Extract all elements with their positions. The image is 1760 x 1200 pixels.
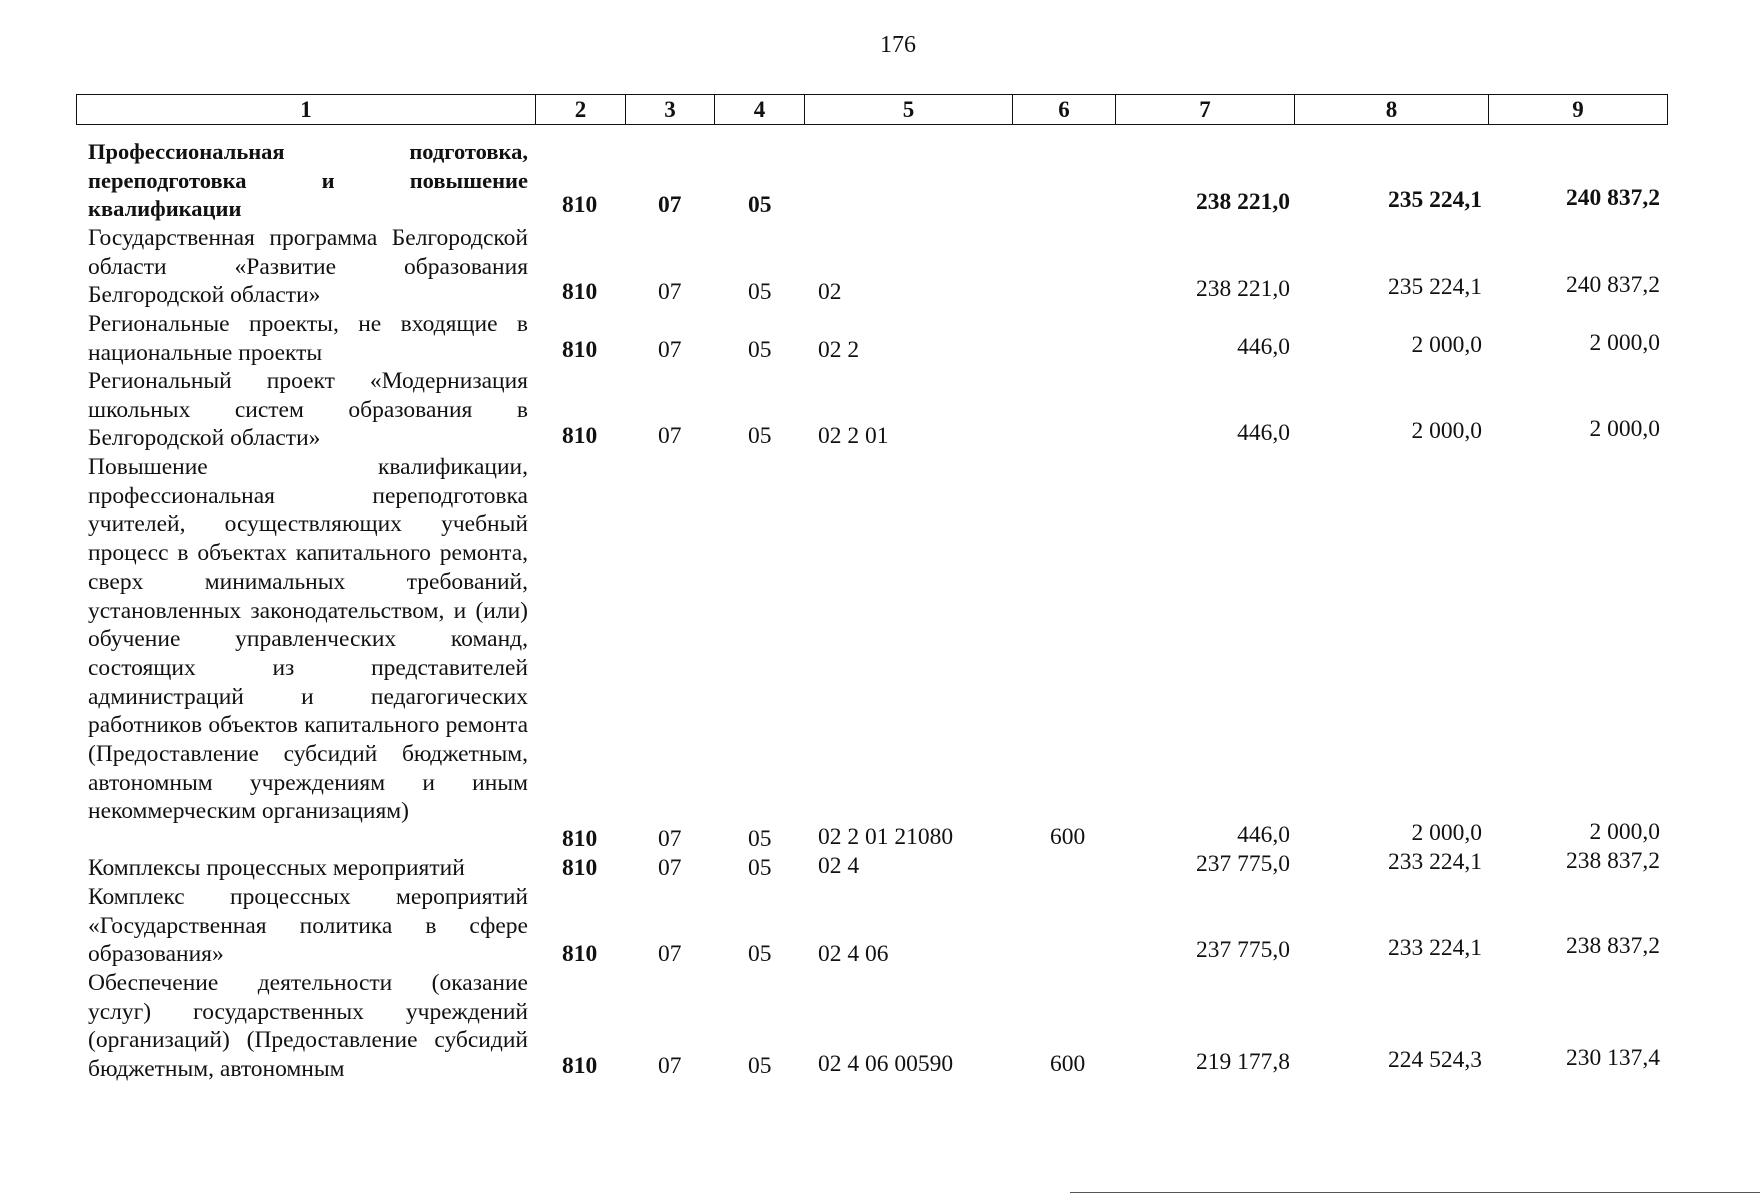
- cell-col8: 235 224,1: [1388, 274, 1482, 300]
- cell-col3: 07: [658, 941, 682, 967]
- cell-col2: 810: [562, 855, 598, 881]
- cell-col8: 2 000,0: [1411, 418, 1482, 444]
- column-header-1: 1: [77, 95, 536, 125]
- cell-col4: 05: [748, 826, 772, 852]
- row-description: Повышение квалификации, профессиональная переподготовка учителей, осуществляющих учебный процесс в объектах капитального ремонта, сверх минимальных требований, установленных законодательством, и (или) обучение управленческих команд, состоящих из представителей администраций и педагогических работников объектов капитального ремонта (Предоставление субсидий бюджетным, автономным учреждениям и иным некоммерческим организациям): [88, 454, 528, 825]
- cell-col2: 810: [562, 826, 598, 852]
- cell-col7: 237 775,0: [1196, 851, 1290, 877]
- column-header-4: 4: [715, 95, 805, 125]
- cell-col3: 07: [658, 423, 682, 449]
- column-header-5: 5: [805, 95, 1013, 125]
- cell-col5: 02 4 06: [818, 941, 889, 967]
- cell-col8: 2 000,0: [1411, 820, 1482, 846]
- row-description: Комплекс процессных мероприятий «Государственная политика в сфере образования»: [88, 884, 528, 968]
- page-number: 176: [880, 32, 916, 58]
- cell-col4: 05: [748, 941, 772, 967]
- cell-col9: 240 837,2: [1566, 272, 1660, 298]
- cell-col7: 238 221,0: [1196, 189, 1290, 215]
- row-description: Государственная программа Белгородской области «Развитие образования Белгородской области»: [88, 225, 528, 309]
- cell-col9: 238 837,2: [1566, 933, 1660, 959]
- column-header-7: 7: [1116, 95, 1295, 125]
- cell-col8: 235 224,1: [1388, 187, 1482, 213]
- cell-col3: 07: [658, 1053, 682, 1079]
- cell-col4: 05: [748, 423, 772, 449]
- cell-col5: 02 2 01: [818, 423, 889, 449]
- column-header-2: 2: [536, 95, 626, 125]
- cell-col4: 05: [748, 1053, 772, 1079]
- cell-col4: 05: [748, 279, 772, 305]
- cell-col4: 05: [748, 337, 772, 363]
- row-description: Региональный проект «Модернизация школьных систем образования в Белгородской области»: [88, 368, 528, 452]
- cell-col2: 810: [562, 1053, 598, 1079]
- cell-col5: 02: [818, 279, 842, 305]
- row-description: Региональные проекты, не входящие в национальные проекты: [88, 311, 528, 366]
- row-description: Профессиональная подготовка, переподготовка и повышение квалификации: [88, 139, 528, 222]
- column-header-9: 9: [1489, 95, 1668, 125]
- column-header-8: 8: [1295, 95, 1489, 125]
- row-description: Обеспечение деятельности (оказание услуг) государственных учреждений (организаций) (Предоставление субсидий бюджетным, автономным: [88, 970, 528, 1083]
- cell-col2: 810: [562, 192, 598, 218]
- cell-col9: 2 000,0: [1589, 330, 1660, 356]
- cell-col6: 600: [1050, 1051, 1086, 1077]
- cell-col2: 810: [562, 423, 598, 449]
- cell-col5: 02 4 06 00590: [818, 1051, 954, 1077]
- cell-col8: 224 524,3: [1388, 1047, 1482, 1073]
- cell-col9: 2 000,0: [1589, 416, 1660, 442]
- cell-col3: 07: [658, 279, 682, 305]
- cell-col7: 219 177,8: [1196, 1049, 1290, 1075]
- cell-col6: 600: [1050, 824, 1086, 850]
- column-header-3: 3: [626, 95, 715, 125]
- cell-col3: 07: [658, 826, 682, 852]
- column-header-6: 6: [1013, 95, 1116, 125]
- cell-col7: 446,0: [1237, 334, 1290, 360]
- cell-col9: 240 837,2: [1566, 185, 1660, 211]
- cell-col3: 07: [658, 192, 682, 218]
- cell-col7: 237 775,0: [1196, 937, 1290, 963]
- cell-col5: 02 2: [818, 337, 860, 363]
- bottom-rule: [1070, 1192, 1760, 1193]
- cell-col7: 446,0: [1237, 420, 1290, 446]
- cell-col2: 810: [562, 279, 598, 305]
- cell-col3: 07: [658, 337, 682, 363]
- cell-col5: 02 4: [818, 853, 860, 879]
- cell-col3: 07: [658, 855, 682, 881]
- cell-col9: 238 837,2: [1566, 848, 1660, 874]
- cell-col8: 233 224,1: [1388, 849, 1482, 875]
- cell-col9: 2 000,0: [1589, 819, 1660, 845]
- cell-col7: 238 221,0: [1196, 276, 1290, 302]
- cell-col7: 446,0: [1237, 822, 1290, 848]
- cell-col9: 230 137,4: [1566, 1045, 1660, 1071]
- cell-col8: 2 000,0: [1411, 332, 1482, 358]
- cell-col4: 05: [748, 192, 772, 218]
- cell-col8: 233 224,1: [1388, 935, 1482, 961]
- cell-col2: 810: [562, 337, 598, 363]
- cell-col2: 810: [562, 941, 598, 967]
- cell-col4: 05: [748, 855, 772, 881]
- cell-col5: 02 2 01 21080: [818, 824, 954, 850]
- row-description: Комплексы процессных мероприятий: [88, 855, 465, 881]
